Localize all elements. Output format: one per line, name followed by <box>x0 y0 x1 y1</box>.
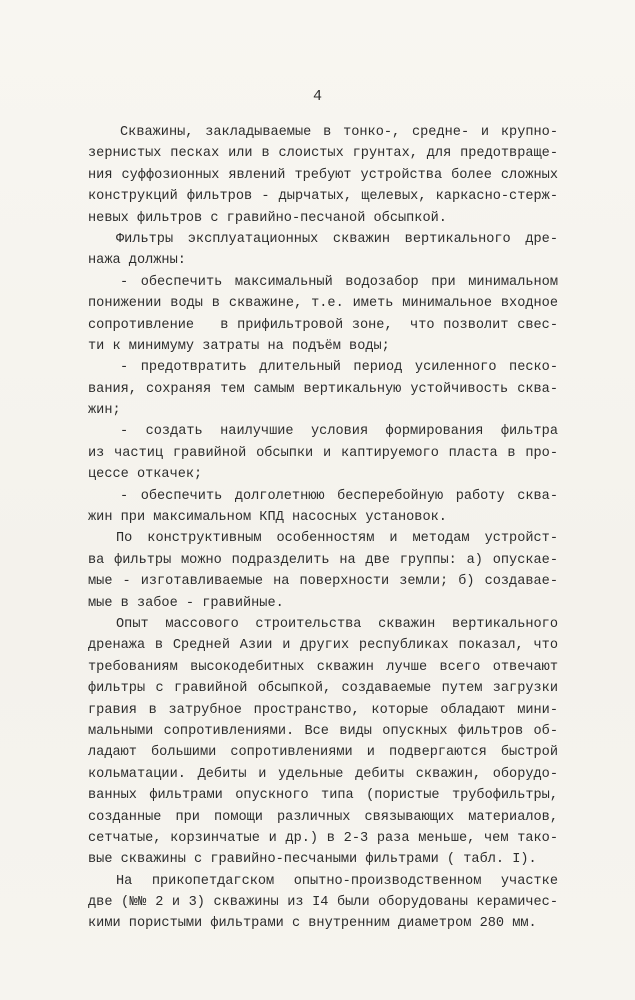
text-line: дренажа в Средней Азии и других республиках показал, что <box>88 638 558 654</box>
text-line: понижении воды в скважине, т.е. иметь минимальное входное <box>88 296 558 312</box>
text-line: кольматации. Дебиты и удельные дебиты скважин, оборудо- <box>88 766 558 782</box>
text-line: - создать наилучшие условия формирования фильтра <box>120 424 558 440</box>
text-line: - предотвратить длительный период усиленного песко- <box>120 360 558 376</box>
paragraph <box>88 357 558 421</box>
text-line: конструкций фильтров - дырчатых, щелевых, каркасно-стерж- <box>88 189 558 205</box>
text-line: мые - изготавливаемые на поверхности земли; б) создавае- <box>88 574 558 590</box>
text-line: вые скважины с гравийно-песчаными фильтрами ( табл. I). <box>88 852 537 868</box>
text-line: кими пористыми фильтрами с внутренним диаметром 280 мм. <box>88 916 537 932</box>
text-line: созданные при помощи различных связывающих материалов, <box>88 809 558 825</box>
text-line: Опыт массового строительства скважин вертикального <box>116 616 558 632</box>
paragraph <box>88 272 558 358</box>
text-line: жин при максимальном КПД насосных установок. <box>88 510 447 526</box>
text-line: Скважины, закладываемые в тонко-, средне- и крупно- <box>120 125 558 140</box>
paragraph <box>88 421 558 485</box>
text-line: жин; <box>88 403 121 419</box>
paragraph <box>88 528 558 614</box>
text-line: ванных фильтрами опускного типа (пористые трубофильтры, <box>88 788 558 804</box>
text-line: ния суффозионных явлений требуют устройства более сложных <box>88 167 558 183</box>
text-line: На прикопетдагском опытно-производственном участке <box>116 873 558 889</box>
paragraph <box>88 486 558 529</box>
text-line: из частиц гравийной обсыпки и каптируемого пласта в про- <box>88 445 558 461</box>
text-line: ти к минимуму затраты на подъём воды; <box>88 338 390 354</box>
text-line: фильтры с гравийной обсыпкой, создаваемые путем загрузки <box>88 681 558 697</box>
paragraph <box>88 614 558 871</box>
text-line: вания, сохраняя тем самым вертикальную устойчивость сква- <box>88 381 558 397</box>
paragraph <box>88 122 558 229</box>
text-line: Фильтры эксплуатационных скважин вертикального дре- <box>116 231 558 247</box>
body-text <box>88 122 558 935</box>
text-line: мальными сопротивлениями. Все виды опускных фильтров об- <box>88 723 558 739</box>
text-line: ладают большими сопротивлениями и подвергаются быстрой <box>88 745 558 761</box>
text-line: цессе откачек; <box>88 467 203 483</box>
text-line: - обеспечить максимальный водозабор при минимальном <box>120 274 558 290</box>
text-line: две (№№ 2 и 3) скважины из I4 были оборудованы керамичес- <box>88 895 558 911</box>
text-line: невых фильтров с гравийно-песчаной обсыпкой. <box>88 210 447 226</box>
text-line: сопротивление в прифильтровой зоне, что позволит свес- <box>88 317 558 333</box>
text-line: нажа должны: <box>88 253 186 269</box>
text-line: зернистых песках или в слоистых грунтах, для предотвраще- <box>88 146 558 162</box>
page-number: 4 <box>312 88 322 105</box>
text-line: гравия в затрубное пространство, которые обладают мини- <box>88 702 558 718</box>
paragraph <box>88 871 558 935</box>
text-line: - обеспечить долголетнюю бесперебойную работу сква- <box>120 488 558 504</box>
text-line: По конструктивным особенностям и методам устройст- <box>116 531 558 547</box>
text-line: сетчатые, корзинчатые и др.) в 2-3 раза меньше, чем тако- <box>88 830 558 846</box>
text-line: требованиям высокодебитных скважин лучше всего отвечают <box>88 659 558 675</box>
text-line: ва фильтры можно подразделить на две группы: а) опускае- <box>88 552 558 568</box>
paragraph <box>88 229 558 272</box>
text-line: мые в забое - гравийные. <box>88 595 284 611</box>
